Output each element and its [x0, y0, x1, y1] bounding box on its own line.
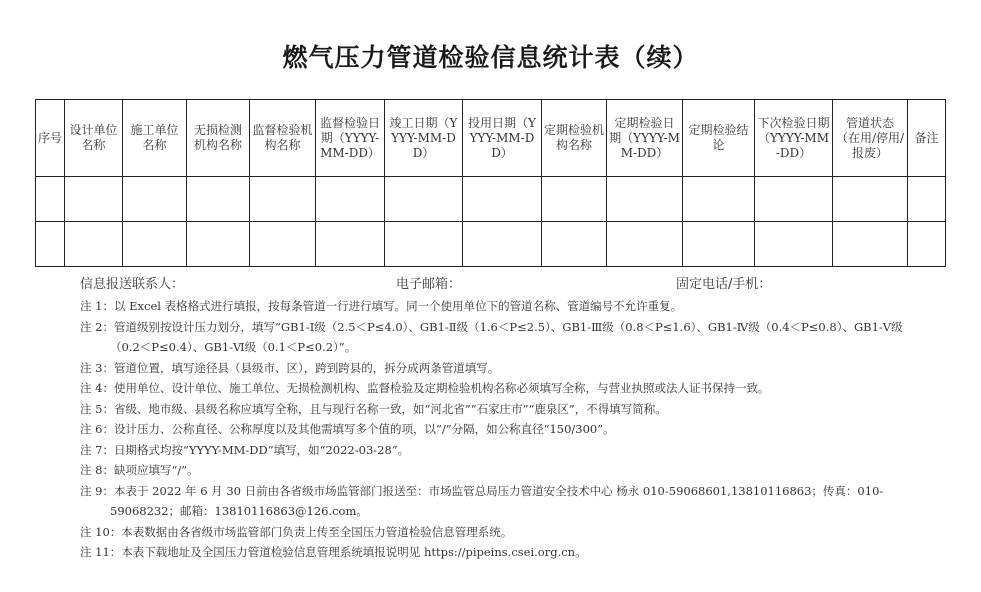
table-cell[interactable] — [683, 222, 755, 267]
table-cell[interactable] — [833, 222, 908, 267]
email-label: 电子邮箱： — [396, 277, 462, 292]
note-5: 注 5：省级、地市级、县级名称应填写全称，且与现行名称一致，如“河北省”“石家庄市”“鹿泉区”，不得填写简称。 — [80, 401, 667, 416]
table-cell[interactable] — [607, 177, 683, 222]
column-header: 监督检验日期（YYYY-MM-DD） — [316, 100, 385, 177]
table-cell[interactable] — [385, 222, 463, 267]
table-cell[interactable] — [187, 222, 250, 267]
table-cell[interactable] — [683, 177, 755, 222]
column-header: 定期检验结论 — [683, 100, 755, 177]
table-row — [36, 177, 946, 222]
notes-section — [80, 296, 910, 563]
column-header: 管道状态（在用/停用/报废） — [833, 100, 908, 177]
note-2: 注 2：管道级别按设计压力划分，填写“GB1-Ⅰ级（2.5＜P≤4.0）、GB1-Ⅱ级（1.6＜P≤2.5）、GB1-Ⅲ级（0.8＜P≤1.6）、GB1-Ⅳ级（0.4＜P≤0.8）、GB1-Ⅴ级（0.2＜P≤0.4）、GB1-Ⅵ级（0.1＜P≤0.2）”。 — [80, 319, 903, 354]
table-cell[interactable] — [755, 177, 833, 222]
note-9: 注 9：本表于 2022 年 6 月 30 日前由各省级市场监管部门报送至：市场监管总局压力管道安全技术中心 杨永 010-59068601,13810116863；传真：010-59068232；邮箱：13810116863@126.com。 — [80, 483, 884, 518]
table-cell[interactable] — [755, 222, 833, 267]
phone-label: 固定电话/手机： — [676, 277, 772, 292]
table-cell[interactable] — [542, 222, 607, 267]
table-cell[interactable] — [908, 222, 946, 267]
note-3: 注 3：管道位置，填写途径县（县级市、区），跨到跨县的，拆分成两条管道填写。 — [80, 360, 500, 375]
table-cell[interactable] — [36, 177, 65, 222]
table-cell[interactable] — [316, 222, 385, 267]
table-cell[interactable] — [833, 177, 908, 222]
contact-person-label: 信息报送联系人： — [80, 277, 185, 292]
table-cell[interactable] — [250, 222, 316, 267]
table-cell[interactable] — [463, 222, 542, 267]
note-1: 注 1：以 Excel 表格格式进行填报，按每条管道一行进行填写。同一个使用单位下的管道名称、管道编号不允许重复。 — [80, 299, 683, 313]
column-header: 序号 — [36, 100, 65, 177]
table-cell[interactable] — [385, 177, 463, 222]
note-10: 注 10：本表数据由各省级市场监管部门负责上传至全国压力管道检验信息管理系统。 — [80, 524, 513, 539]
table-cell[interactable] — [65, 177, 123, 222]
column-header: 下次检验日期（YYYY-MM-DD） — [755, 100, 833, 177]
table-cell[interactable] — [36, 222, 65, 267]
note-6: 注 6：设计压力、公称直径、公称厚度以及其他需填写多个值的项，以“/”分隔，如公称直径“150/300”。 — [80, 422, 615, 436]
column-header: 监督检验机构名称 — [250, 100, 316, 177]
note-11: 注 11：本表下载地址及全国压力管道检验信息管理系统填报说明见 https://pipeins.csei.org.cn。 — [80, 545, 587, 559]
table-cell[interactable] — [65, 222, 123, 267]
column-header: 设计单位名称 — [65, 100, 123, 177]
column-header: 备注 — [908, 100, 946, 177]
table-row — [36, 222, 946, 267]
note-8: 注 8：缺项应填写“/”。 — [80, 463, 199, 477]
column-header: 无损检测机构名称 — [187, 100, 250, 177]
page-title: 燃气压力管道检验信息统计表（续） — [282, 43, 699, 72]
table-header-row — [36, 100, 946, 177]
inspection-info-table — [35, 99, 946, 267]
column-header: 投用日期（YYYY-MM-DD） — [463, 100, 542, 177]
table-cell[interactable] — [908, 177, 946, 222]
table-cell[interactable] — [123, 222, 187, 267]
column-header: 定期检验机构名称 — [542, 100, 607, 177]
table-cell[interactable] — [123, 177, 187, 222]
table-cell[interactable] — [250, 177, 316, 222]
table-cell[interactable] — [187, 177, 250, 222]
column-header: 定期检验日期（YYYY-MM-DD） — [607, 100, 683, 177]
table-cell[interactable] — [463, 177, 542, 222]
note-7: 注 7：日期格式均按“YYYY-MM-DD”填写，如“2022-03-28”。 — [80, 442, 410, 457]
table-cell[interactable] — [316, 177, 385, 222]
column-header: 竣工日期（YYYY-MM-DD） — [385, 100, 463, 177]
table-cell[interactable] — [542, 177, 607, 222]
table-cell[interactable] — [607, 222, 683, 267]
column-header: 施工单位名称 — [123, 100, 187, 177]
note-4: 注 4：使用单位、设计单位、施工单位、无损检测机构、监督检验及定期检验机构名称必须填写全称，与营业执照或法人证书保持一致。 — [80, 381, 770, 395]
